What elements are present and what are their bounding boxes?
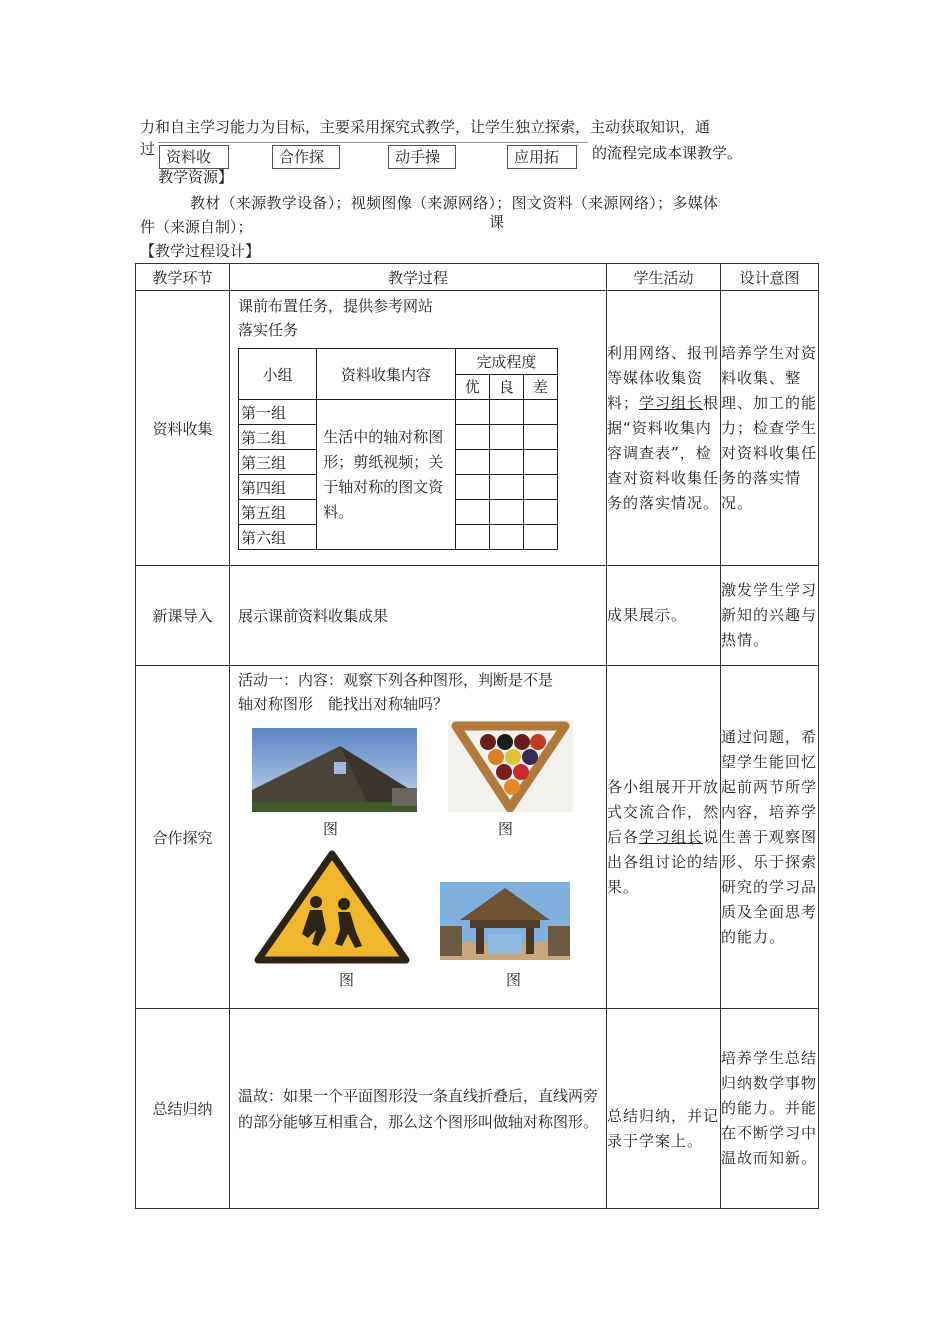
process-cell: 温故：如果一个平面图形没一条直线折叠后，直线两旁的部分能够互相重合，那么这个图形叫做轴对称图形。 <box>230 1009 607 1209</box>
activity-cell: 成果展示。 <box>607 566 721 666</box>
table-row <box>136 291 819 566</box>
survey-group-label: 第三组 <box>239 450 317 475</box>
study-leader-link: 学习组长 <box>639 827 704 846</box>
image-caption: 图 <box>498 820 514 838</box>
process-cell <box>230 666 607 1009</box>
header-process: 教学过程 <box>230 264 607 291</box>
intro-line-1: 力和自主学习能力为目标，主要采用探究式教学，让学生独立探索，主动获取知识，通 <box>140 118 711 136</box>
table-row <box>136 1009 819 1209</box>
stage-cell: 新课导入 <box>136 566 230 666</box>
intent-cell: 激发学生学习新知的兴趣与热情。 <box>721 566 819 666</box>
lesson-process-table <box>135 263 819 1209</box>
process-line: 活动一：内容：观察下列各种图形，判断是不是 <box>238 671 554 689</box>
intro-line-2-suffix: 的流程完成本课教学。 <box>592 144 743 162</box>
table-row <box>136 666 819 1009</box>
image-caption: 图 <box>339 971 355 989</box>
intent-cell: 通过问题，希望学生能回忆起前两节所学内容，培养学生善于观察图形、乐于探索研究的学习品质及全面思考的能力。 <box>721 666 819 1009</box>
survey-grade: 优 <box>455 374 489 400</box>
survey-header-content: 资料收集内容 <box>317 349 455 400</box>
process-line: 课前布置任务，提供参考网站 <box>238 297 434 315</box>
intent-cell: 培养学生总结归纳数学事物的能力。并能在不断学习中温故而知新。 <box>721 1009 819 1209</box>
resources-heading: 教学资源】 <box>158 168 234 186</box>
gate-photo <box>440 882 570 960</box>
building-photo <box>252 728 417 812</box>
flow-step-3: 动手操 <box>388 145 456 169</box>
header-intent: 设计意图 <box>721 264 819 291</box>
stage-cell: 资料收集 <box>136 291 230 566</box>
flow-step-1: 资料收 <box>159 145 229 169</box>
process-line: 轴对称图形 能找出对称轴吗？ <box>238 695 449 713</box>
survey-content: 生活中的轴对称图形；剪纸视频；关于轴对称的图文资料。 <box>317 400 455 550</box>
billiard-balls-photo <box>448 720 573 812</box>
activity-cell: 各小组展开开放式交流合作，然后各学习组长说出各组讨论的结果。 <box>607 666 721 1009</box>
study-leader-link: 学习组长 <box>639 393 704 412</box>
header-activity: 学生活动 <box>607 264 721 291</box>
table-header-row <box>136 264 819 291</box>
header-stage: 教学环节 <box>136 264 230 291</box>
activity-cell: 利用网络、报刊等媒体收集资料；学习组长根据“资料收集内容调查表”，检查对资料收集任务的落实情况。 <box>607 291 721 566</box>
survey-header-group: 小组 <box>239 349 317 400</box>
image-caption: 图 <box>323 820 339 838</box>
image-caption: 图 <box>506 971 522 989</box>
resources-line-2-tail: 课 <box>489 213 505 231</box>
stage-cell: 总结归纳 <box>136 1009 230 1209</box>
intro-line-2-prefix: 过 <box>140 140 156 158</box>
resources-line-1: 教材（来源教学设备）；视频图像（来源网络）；图文资料（来源网络）；多媒体 <box>190 194 719 212</box>
survey-grade: 良 <box>489 374 523 400</box>
stage-cell: 合作探究 <box>136 666 230 1009</box>
design-heading: 【教学过程设计】 <box>140 242 261 260</box>
process-cell <box>230 291 607 566</box>
survey-grade: 差 <box>523 374 557 400</box>
flow-step-2: 合作探 <box>272 145 340 169</box>
survey-group-label: 第五组 <box>239 500 317 525</box>
survey-group-label: 第一组 <box>239 400 317 425</box>
process-cell: 展示课前资料收集成果 <box>230 566 607 666</box>
activity-cell: 总结归纳，并记录于学案上。 <box>607 1009 721 1209</box>
resources-line-2: 件（来源自制）； <box>140 218 253 236</box>
intent-cell: 培养学生对资料收集、整理、加工的能力；检查学生对资料收集任务的落实情况。 <box>721 291 819 566</box>
school-zone-sign <box>252 848 412 966</box>
survey-group-label: 第二组 <box>239 425 317 450</box>
collection-survey-table <box>238 348 558 550</box>
survey-header-progress: 完成程度 <box>455 349 557 375</box>
flow-top-line <box>158 142 588 143</box>
survey-group-label: 第四组 <box>239 475 317 500</box>
table-row <box>136 566 819 666</box>
flow-step-4: 应用拓 <box>507 145 577 169</box>
survey-group-label: 第六组 <box>239 525 317 550</box>
process-line: 落实任务 <box>238 321 299 339</box>
